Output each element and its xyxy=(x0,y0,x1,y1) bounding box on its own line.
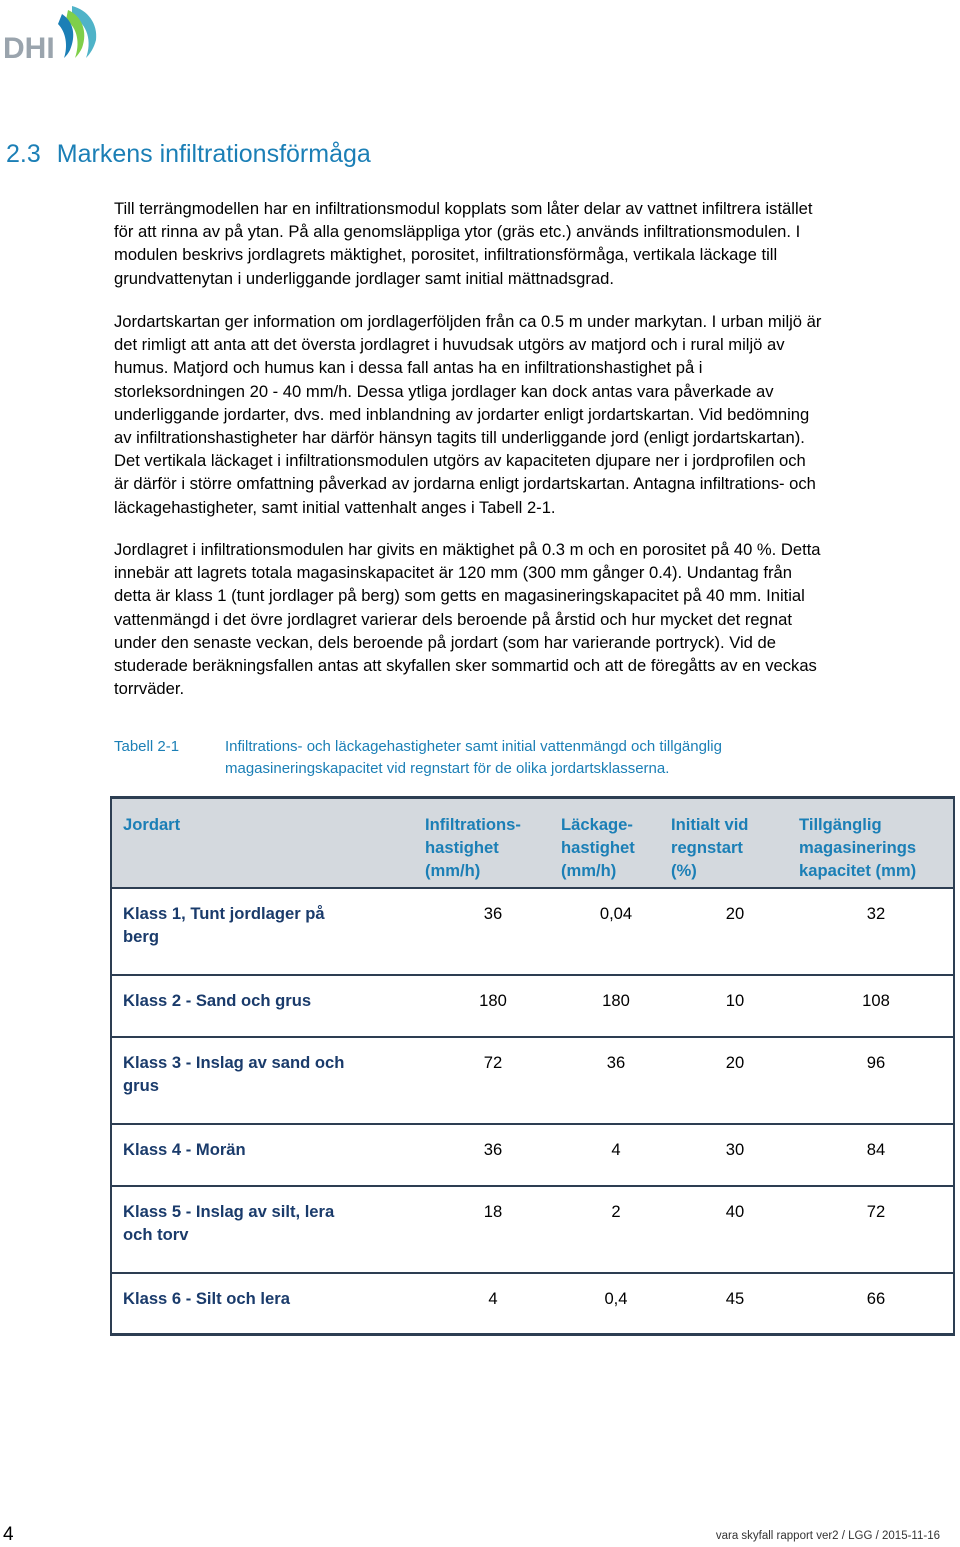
leakage-value: 0,4 xyxy=(561,1273,671,1335)
initial-value: 20 xyxy=(725,903,745,923)
header-soil-type xyxy=(111,798,425,888)
text-line: grundvattenytan i underliggande jordlager samt initial mättnadsgrad. xyxy=(114,268,614,288)
name-line: Klass 6 - Silt och lera xyxy=(123,1288,290,1308)
header-line: Infiltrations- xyxy=(425,815,521,834)
table-caption-number: Tabell 2-1 xyxy=(114,738,180,755)
name-line: berg xyxy=(123,926,159,946)
soil-class-name xyxy=(111,888,425,975)
initial-value: 10 xyxy=(671,975,799,1037)
header-initial-content xyxy=(671,798,799,888)
soil-class-name xyxy=(111,1124,425,1186)
leakage-value: 2 xyxy=(561,1186,671,1273)
text-line: Jordlagret i infiltrationsmodulen har givits en mäktighet på 0.3 m och en porositet på 40 %. Detta xyxy=(114,540,821,559)
text-line: under den senaste veckan, dels beroende på jordart (som har varierande portryck). Vid de xyxy=(114,632,776,652)
table-row xyxy=(111,1037,954,1124)
initial-value: 30 xyxy=(671,1124,799,1186)
leakage-value: 36 xyxy=(561,1037,671,1124)
table-row xyxy=(111,1186,954,1273)
header-line: kapacitet (mm) xyxy=(799,861,917,880)
initial-value: 45 xyxy=(671,1273,799,1335)
document-reference: vara skyfall rapport ver2 / LGG / 2015-11-16 xyxy=(715,1530,940,1542)
name-line: Klass 1, Tunt jordlager på xyxy=(123,903,325,923)
header-line: (mm/h) xyxy=(561,861,617,880)
text-line: humus. Matjord och humus kan i dessa fall antas ha en infiltrationshastighet på i xyxy=(114,358,703,378)
infiltration-value: 4 xyxy=(425,1273,561,1335)
text-line: torrväder. xyxy=(114,679,185,699)
text-line: Till terrängmodellen har en infiltrationsmodul kopplats som låter delar av vattnet infiltrera istället xyxy=(114,199,813,218)
page-number: 4 xyxy=(3,1524,14,1545)
soil-class-name xyxy=(111,1273,425,1335)
caption-line: Infiltrations- och läckagehastigheter samt initial vattenmängd och tillgänglig xyxy=(225,738,722,755)
section-heading xyxy=(6,140,371,169)
soil-class-table xyxy=(110,796,955,1336)
header-line: Jordart xyxy=(123,815,181,834)
text-line: studerade beräkningsfallen antas att skyfallen sker sommartid och att de föregåtts av en veckas xyxy=(114,656,817,676)
name-line: Klass 3 - Inslag av sand och xyxy=(123,1052,345,1072)
dhi-logo xyxy=(2,2,102,60)
name-line: och torv xyxy=(123,1224,189,1244)
capacity-value: 84 xyxy=(799,1124,954,1186)
section-number: 2.3 xyxy=(6,140,41,168)
name-line: Klass 2 - Sand och grus xyxy=(123,990,312,1010)
header-line: Läckage- xyxy=(561,815,633,834)
name-line: Klass 4 - Morän xyxy=(123,1139,246,1159)
text-line: modulen beskrivs jordlagrets mäktighet, porositet, infiltrationsförmåga, vertikala läckage till xyxy=(114,245,778,265)
header-line: (%) xyxy=(671,861,697,880)
header-storage-capacity xyxy=(799,798,954,888)
header-line: regnstart xyxy=(671,838,743,857)
capacity-value: 66 xyxy=(799,1273,954,1335)
name-line: grus xyxy=(123,1075,159,1095)
table-caption-text xyxy=(225,736,925,780)
paragraph-intro xyxy=(114,197,940,290)
text-line: av infiltrationshastigheter har därför hänsyn tagits till underliggande jord (enligt jordartskartan). xyxy=(114,428,805,448)
text-line: detta är klass 1 (tunt jordlager på berg) som getts en magasineringskapacitet på 40 mm. Initial xyxy=(114,586,805,606)
leakage-value: 0,04 xyxy=(599,903,633,923)
svg-text:DHI: DHI xyxy=(3,32,55,60)
header-line: magasinerings xyxy=(799,838,917,857)
header-line: Tillgänglig xyxy=(799,815,882,834)
text-line: är därför i större omfattning påverkad av jordarna enligt jordartskartan. Antagna infiltrations- och xyxy=(114,474,816,494)
header-infiltration-rate xyxy=(425,798,561,888)
text-line: underliggande jordarter, dvs. med inblandning av jordarter enligt jordartskartan. Vid bedömning xyxy=(114,404,810,424)
table-row xyxy=(111,1124,954,1186)
capacity-value: 96 xyxy=(799,1037,954,1124)
text-line: läckagehastigheter, samt initial vattenhalt anges i Tabell 2-1. xyxy=(114,497,556,517)
text-line: storleksordningen 20 - 40 mm/h. Dessa ytliga jordlager kan dock antas vara påverkade av xyxy=(114,381,774,401)
text-line: det rimligt att anta att det översta jordlagret i huvudsak utgörs av matjord och i rural miljö av xyxy=(114,335,785,355)
name-line: Klass 5 - Inslag av silt, lera xyxy=(123,1201,335,1221)
leakage-value: 180 xyxy=(561,975,671,1037)
paragraph-soil-map xyxy=(114,310,940,519)
leakage-value: 4 xyxy=(561,1124,671,1186)
infiltration-value: 18 xyxy=(425,1186,561,1273)
infiltration-value: 36 xyxy=(425,1124,561,1186)
paragraph-soil-layer xyxy=(114,538,940,700)
soil-class-name xyxy=(111,1037,425,1124)
text-line: innebär att lagrets totala magasinskapacitet är 120 mm (300 mm gånger 0.4). Undantag från xyxy=(114,563,792,583)
text-line: vattenmängd i det övre jordlagret varierar dels beroende på årstid och hur mycket det regnat xyxy=(114,609,792,629)
caption-line: magasineringskapacitet vid regnstart för de olika jordartsklasserna. xyxy=(225,760,670,777)
table-row xyxy=(111,888,954,975)
text-line: Jordartskartan ger information om jordlagerföljden från ca 0.5 m under markytan. I urban miljö är xyxy=(114,312,822,331)
header-line: hastighet xyxy=(561,838,635,857)
section-title: Markens infiltrationsförmåga xyxy=(56,140,371,168)
header-line: (mm/h) xyxy=(425,861,481,880)
soil-class-name xyxy=(111,1186,425,1273)
table-header-row xyxy=(111,798,954,888)
header-line: Initialt vid xyxy=(671,815,749,834)
capacity-value: 72 xyxy=(799,1186,954,1273)
capacity-value: 108 xyxy=(799,975,954,1037)
text-line: Det vertikala läckaget i infiltrationsmodulen utgörs av kapaciteten djupare ner i jordprofilen och xyxy=(114,451,806,471)
table-row xyxy=(111,975,954,1037)
table-row xyxy=(111,1273,954,1335)
soil-class-name xyxy=(111,975,425,1037)
infiltration-value: 180 xyxy=(425,975,561,1037)
infiltration-value: 36 xyxy=(483,903,503,923)
text-line: för att rinna av på ytan. På alla genomsläppliga ytor (gräs etc.) används infiltrationsmodulen. I xyxy=(114,222,801,242)
capacity-value: 32 xyxy=(866,903,886,923)
initial-value: 40 xyxy=(671,1186,799,1273)
infiltration-value: 72 xyxy=(425,1037,561,1124)
initial-value: 20 xyxy=(671,1037,799,1124)
header-leakage-rate xyxy=(561,798,671,888)
header-line: hastighet xyxy=(425,838,499,857)
